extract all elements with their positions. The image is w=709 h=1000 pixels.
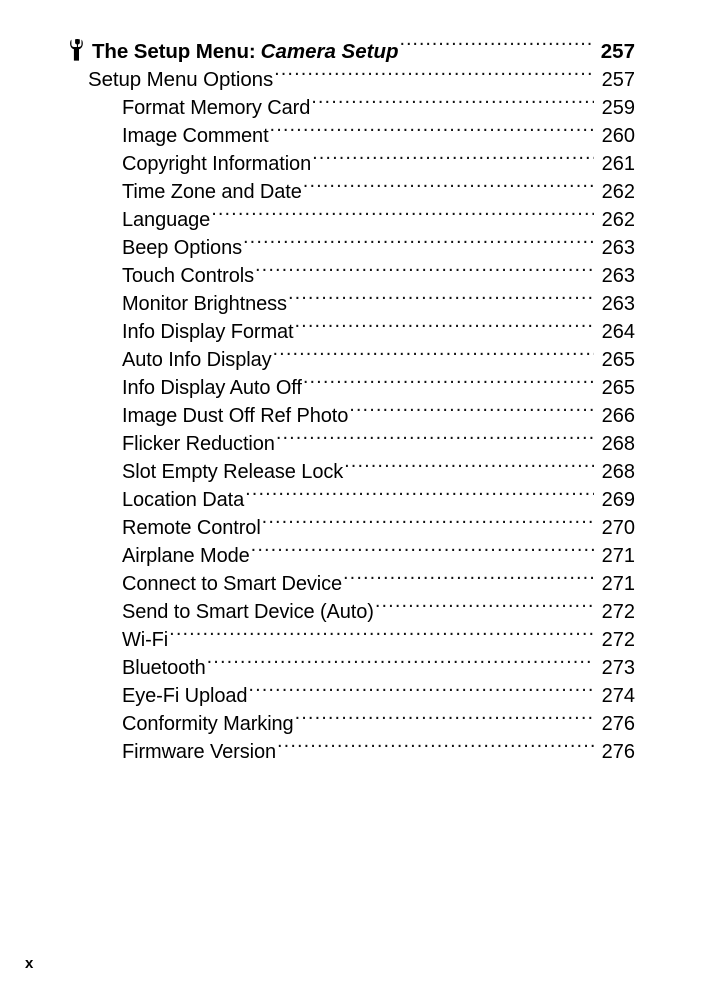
toc-entry-page-number: 259 [601, 97, 635, 119]
toc-entry-label: Image Dust Off Ref Photo [122, 405, 349, 427]
toc-entry-page-number: 260 [601, 125, 635, 147]
toc-entry-page-number: 263 [601, 293, 635, 315]
toc-entry-page-number: 268 [601, 461, 635, 483]
toc-entry-label: Copyright Information [122, 153, 312, 175]
toc-entry-page-number: 272 [601, 601, 635, 623]
toc-entry-page-number: 265 [601, 349, 635, 371]
toc-entry-page-number: 263 [601, 237, 635, 259]
table-of-contents [0, 28, 709, 763]
dot-leader [295, 702, 594, 730]
toc-entry-page-number: 270 [601, 517, 635, 539]
dot-leader [311, 86, 594, 114]
dot-leader [273, 338, 595, 366]
dot-leader [303, 366, 594, 394]
toc-entry-page-number: 274 [601, 685, 635, 707]
dot-leader [375, 590, 594, 618]
toc-entry-page-number: 262 [601, 209, 635, 231]
dot-leader [295, 310, 595, 338]
dot-leader [288, 282, 594, 310]
dot-leader [312, 142, 594, 170]
dot-leader [276, 422, 594, 450]
toc-heading-emphasis: Camera Setup [260, 40, 399, 63]
dot-leader [303, 170, 594, 198]
dot-leader [277, 730, 594, 758]
toc-section-label: Setup Menu Options [88, 68, 274, 91]
dot-leader [248, 674, 594, 702]
dot-leader [274, 58, 594, 86]
dot-leader [400, 28, 595, 58]
toc-entry-label: Send to Smart Device (Auto) [122, 601, 374, 623]
toc-section-page-number: 257 [601, 69, 635, 91]
toc-entry-label: Location Data [122, 489, 245, 511]
toc-entry-page-number: 269 [601, 489, 635, 511]
toc-entry-label: Info Display Format [122, 321, 294, 343]
dot-leader [344, 450, 594, 478]
dot-leader [255, 254, 594, 282]
toc-entry-label: Beep Options [122, 237, 242, 259]
toc-entry-label: Bluetooth [122, 657, 206, 679]
toc-entry-page-number: 268 [601, 433, 635, 455]
toc-entry-label: Connect to Smart Device [122, 573, 343, 595]
dot-leader [349, 394, 594, 422]
toc-entry-label: Touch Controls [122, 265, 254, 287]
toc-entry-label: Flicker Reduction [122, 433, 275, 455]
dot-leader [245, 478, 594, 506]
toc-heading-row[interactable] [0, 28, 709, 63]
toc-entry-list [0, 86, 709, 763]
toc-entry-page-number: 272 [601, 629, 635, 651]
toc-entry-page-number: 276 [601, 741, 635, 763]
toc-entry-label: Monitor Brightness [122, 293, 287, 315]
toc-entry-page-number: 271 [601, 573, 635, 595]
toc-entry-page-number: 261 [601, 153, 635, 175]
dot-leader [243, 226, 594, 254]
toc-entry-page-number: 262 [601, 181, 635, 203]
toc-entry-label: Image Comment [122, 125, 269, 147]
toc-entry-label: Eye-Fi Upload [122, 685, 248, 707]
toc-entry-label: Wi-Fi [122, 629, 169, 651]
dot-leader [211, 198, 594, 226]
toc-entry-page-number: 265 [601, 377, 635, 399]
toc-entry-page-number: 276 [601, 713, 635, 735]
toc-entry-label: Language [122, 209, 211, 231]
dot-leader [270, 114, 594, 142]
toc-heading-label: The Setup Menu: [92, 40, 256, 63]
toc-entry-page-number: 266 [601, 405, 635, 427]
toc-entry-label: Firmware Version [122, 741, 276, 763]
page-folio: x [25, 955, 34, 972]
toc-entry-label: Auto Info Display [122, 349, 272, 371]
toc-entry-label: Time Zone and Date [122, 181, 302, 203]
toc-entry-page-number: 273 [601, 657, 635, 679]
dot-leader [207, 646, 594, 674]
dot-leader [343, 562, 594, 590]
dot-leader [251, 534, 594, 562]
toc-entry-label: Slot Empty Release Lock [122, 461, 344, 483]
toc-entry-page-number: 271 [601, 545, 635, 567]
toc-entry-label: Info Display Auto Off [122, 377, 302, 399]
dot-leader [262, 506, 594, 534]
toc-entry-page-number: 263 [601, 265, 635, 287]
toc-entry-label: Conformity Marking [122, 713, 294, 735]
toc-entry-label: Remote Control [122, 517, 261, 539]
toc-entry-page-number: 264 [601, 321, 635, 343]
wrench-setup-icon [70, 39, 87, 61]
dot-leader [169, 618, 594, 646]
toc-entry-label: Format Memory Card [122, 97, 311, 119]
toc-heading-page-number: 257 [600, 40, 635, 63]
toc-entry-label: Airplane Mode [122, 545, 250, 567]
